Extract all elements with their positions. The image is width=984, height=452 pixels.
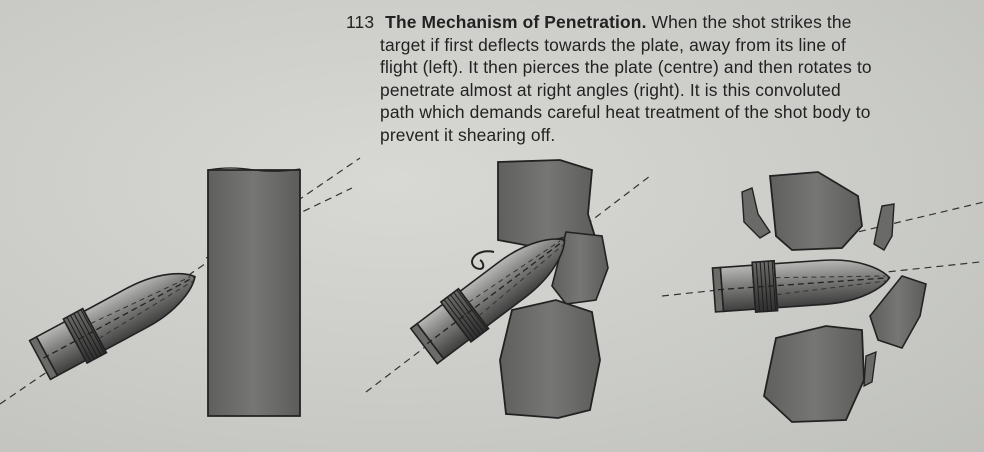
figure-caption bbox=[346, 11, 968, 147]
shot-right bbox=[712, 253, 891, 315]
plate-curl bbox=[472, 251, 494, 269]
caption-line-5: path which demands careful heat treatment of the shot body to bbox=[380, 102, 871, 123]
figure-centre-piercing bbox=[366, 160, 650, 418]
caption-line-3: flight (left). It then pierces the plate (centre) and then rotates to bbox=[380, 57, 872, 78]
caption-line-1: When the shot strikes the bbox=[651, 12, 852, 32]
plate-fragment-bottom bbox=[500, 300, 600, 418]
right-shard-top-right bbox=[874, 204, 894, 250]
figure-title: The Mechanism of Penetration. bbox=[385, 12, 647, 32]
right-fragment-bottom bbox=[764, 326, 864, 422]
right-shard-left bbox=[742, 188, 770, 238]
caption-line-4: penetrate almost at right angles (right). It is this convoluted bbox=[380, 79, 841, 100]
figure-right-rotation bbox=[662, 172, 984, 422]
caption-line-2: target if first deflects towards the plate, away from its line of bbox=[380, 34, 846, 55]
figure-number: 113 bbox=[346, 12, 375, 32]
caption-line-6: prevent it shearing off. bbox=[380, 124, 556, 145]
right-shard-bottom bbox=[864, 352, 876, 386]
right-fragment-top bbox=[770, 172, 862, 250]
shot-left bbox=[28, 255, 207, 382]
armour-plate-left bbox=[208, 170, 300, 416]
figure-left-deflection bbox=[0, 158, 360, 416]
